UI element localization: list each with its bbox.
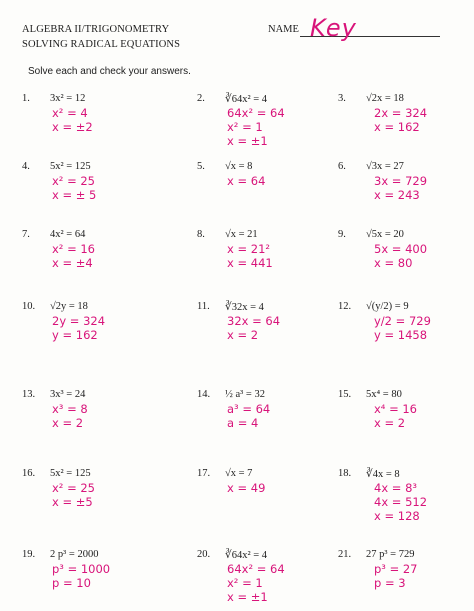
problem-12 [338,301,474,363]
work-line: 2y = 324 [52,314,106,328]
work-line: x² = 4 [52,106,88,120]
problem-number: 20. [197,549,211,560]
work-line: 3x = 729 [374,174,428,188]
work-line: x² = 1 [227,576,263,590]
handwritten-work [227,242,273,270]
problem-20 [197,549,347,611]
work-line: x² = 25 [52,174,95,188]
work-line: x = 243 [374,188,420,202]
work-line: x = ± 5 [52,188,97,202]
work-line: y/2 = 729 [374,314,431,328]
handwritten-work [374,242,427,270]
topic-title: SOLVING RADICAL EQUATIONS [22,39,181,50]
problem-21 [338,549,474,611]
problem-equation: √5x = 20 [366,229,404,240]
handwritten-work [52,174,96,202]
problem-17 [197,468,347,530]
problem-equation: √x = 7 [225,468,253,479]
work-line: x = 21² [227,242,270,256]
problem-number: 9. [338,229,346,240]
work-line: x⁴ = 16 [374,402,417,416]
work-line: x = 162 [374,120,420,134]
handwritten-work [227,562,285,604]
problem-equation: 27 p³ = 729 [366,549,415,560]
work-line: 32x = 64 [227,314,281,328]
handwritten-work [374,174,427,202]
work-line: x = ±1 [227,134,268,148]
problem-equation: 3x³ = 24 [50,389,86,400]
problem-number: 6. [338,161,346,172]
work-line: 5x = 400 [374,242,428,256]
problem-number: 10. [22,301,36,312]
problem-equation: √2y = 18 [50,301,88,312]
work-line: x = 441 [227,256,273,270]
work-line: y = 162 [52,328,98,342]
problem-number: 3. [338,93,346,104]
name-value-handwritten: Key [310,14,357,42]
problem-equation: ∛32x = 4 [225,302,264,313]
work-line: p = 3 [374,576,406,590]
problem-16 [22,468,172,530]
problem-number: 13. [22,389,36,400]
course-title: ALGEBRA II/TRIGONOMETRY [22,24,170,35]
handwritten-work [52,106,93,134]
problem-9 [338,229,474,291]
work-line: x = 2 [374,416,406,430]
worksheet-header [22,22,180,52]
work-line: x = 2 [52,416,84,430]
work-line: 4x = 512 [374,495,428,509]
work-line: x = 64 [227,174,266,188]
work-line: 2x = 324 [374,106,428,120]
problem-equation: ∛64x² = 4 [225,94,268,105]
problem-15 [338,389,474,451]
work-line: x = ±5 [52,495,93,509]
problem-number: 16. [22,468,36,479]
problem-number: 12. [338,301,352,312]
work-line: p³ = 1000 [52,562,111,576]
handwritten-work [52,402,88,430]
work-line: p³ = 27 [374,562,418,576]
problem-number: 17. [197,468,211,479]
problem-number: 2. [197,93,205,104]
problem-equation: √x = 8 [225,161,253,172]
work-line: x = 80 [374,256,413,270]
problem-11 [197,301,347,363]
work-line: a = 4 [227,416,259,430]
problem-number: 8. [197,229,205,240]
problem-number: 7. [22,229,30,240]
problem-number: 18. [338,468,352,479]
handwritten-work [52,242,95,270]
problem-13 [22,389,172,451]
problem-equation: 5x² = 125 [50,468,91,479]
problem-2 [197,93,347,155]
problem-number: 4. [22,161,30,172]
problem-equation: 5x² = 125 [50,161,91,172]
problem-equation: ∛4x = 8 [366,469,400,480]
work-line: a³ = 64 [227,402,271,416]
problem-equation: √3x = 27 [366,161,404,172]
problem-3 [338,93,474,155]
problem-equation: ∛64x² = 4 [225,550,268,561]
work-line: x = 49 [227,481,266,495]
handwritten-work [374,314,431,342]
handwritten-work [374,402,417,430]
work-line: y = 1458 [374,328,428,342]
work-line: x² = 1 [227,120,263,134]
handwritten-work [227,314,280,342]
instructions: Solve each and check your answers. [28,66,191,77]
work-line: p = 10 [52,576,91,590]
handwritten-work [52,562,110,590]
work-line: 64x² = 64 [227,562,285,576]
work-line: 64x² = 64 [227,106,285,120]
handwritten-work [227,174,265,188]
problem-equation: 5x⁴ = 80 [366,389,402,400]
problem-equation: 2 p³ = 2000 [50,549,99,560]
work-line: x³ = 8 [52,402,88,416]
problem-5 [197,161,347,223]
problem-number: 11. [197,301,210,312]
problem-number: 5. [197,161,205,172]
work-line: x² = 16 [52,242,95,256]
problem-19 [22,549,172,611]
problem-number: 19. [22,549,36,560]
handwritten-work [227,481,265,495]
problem-14 [197,389,347,451]
work-line: x = ±2 [52,120,93,134]
handwritten-work [374,106,427,134]
name-label: NAME [268,24,299,35]
problem-number: 21. [338,549,352,560]
problem-equation: 3x² = 12 [50,93,86,104]
handwritten-work [374,481,427,523]
work-line: 4x = 8³ [374,481,417,495]
work-line: x = ±1 [227,590,268,604]
problem-18 [338,468,474,530]
problem-4 [22,161,172,223]
problem-equation: √(y/2) = 9 [366,301,409,312]
handwritten-work [374,562,418,590]
problem-number: 1. [22,93,30,104]
problem-equation: ½ a³ = 32 [225,389,265,400]
handwritten-work [52,314,105,342]
handwritten-work [227,402,270,430]
work-line: x = ±4 [52,256,93,270]
work-line: x = 128 [374,509,420,523]
problem-7 [22,229,172,291]
problem-8 [197,229,347,291]
problem-number: 14. [197,389,211,400]
handwritten-work [227,106,285,148]
problem-1 [22,93,172,155]
work-line: x = 2 [227,328,259,342]
problem-equation: √2x = 18 [366,93,404,104]
problem-equation: 4x² = 64 [50,229,86,240]
problem-10 [22,301,172,363]
work-line: x² = 25 [52,481,95,495]
problem-6 [338,161,474,223]
handwritten-work [52,481,95,509]
problem-number: 15. [338,389,352,400]
problem-equation: √x = 21 [225,229,258,240]
